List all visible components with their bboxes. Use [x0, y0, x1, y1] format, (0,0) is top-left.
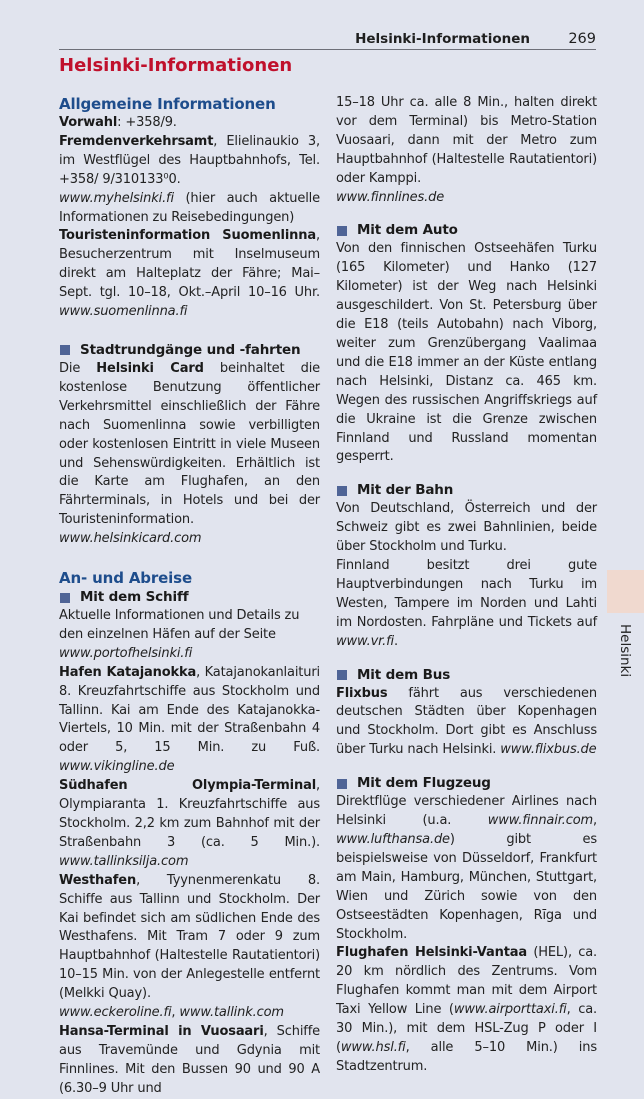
airport-paragraph: Flughafen Helsinki-Vantaa (HEL), ca. 20 km nördlich des Zentrums. Vom Flughafen kommt man mit dem Airport Taxi Yellow Line (www.airporttaxi.fi, ca. 30 Min.), mit dem HSL-Zug P oder I (www.hsl.fi, alle 5–10 Min.) ins Stadtzentrum.: [336, 945, 598, 1074]
westhafen-paragraph: Westhafen, Tyynenmerenkatu 8. Schiffe aus Tallinn und Stockholm. Der Kai befindet sich am südlichen Ende des Westhafens. Mit Tram 7 oder 9 zum Hauptbahnhof (Haltestelle Rautatientori) 10–15 Min. von der Anlegestelle entfernt (Melkki Quay). www.eckeroline.fi, www.tallink.com: [59, 872, 320, 1021]
link-vikingline[interactable]: www.vikingline.de: [59, 759, 175, 775]
subheading-train: Mit der Bahn: [336, 481, 597, 500]
link-tallinksilja[interactable]: www.tallinksilja.com: [59, 853, 189, 869]
car-paragraph: Von den finnischen Ostseehäfen Turku (165 Kilometer) und Hanko (127 Kilometer) ist der Weg nach Helsinki ausgeschildert. Von St. Petersburg über die E18 (teils Autobahn) nach Viborg, weiter zum Grenzübergang Vaalimaa und die E18 immer an der Küste entlang nach Helsinki, Distanz ca. 465 km. Wegen des russischen Angriffskriegs auf die Ukraine ist die Grenze zwischen Finnland und Russland momentan gesperrt.: [336, 241, 597, 465]
train-paragraph-1: Von Deutschland, Österreich und der Schweiz gibt es zwei Bahnlinien, beide über Stockholm und Turku.: [336, 501, 597, 555]
hansa-paragraph-part2: 15–18 Uhr ca. alle 8 Min., halten direkt vor dem Terminal) bis Metro-Station Vuosaari, dann mit der Metro zum Hauptbahnhof (Haltestelle Rautatientori) oder Kamppi. www.finnlines.de: [336, 95, 597, 205]
section-heading-travel: An- und Abreise: [59, 569, 192, 588]
link-helsinkicard[interactable]: www.helsinkicard.com: [59, 531, 202, 547]
bullet-square-icon: [337, 670, 347, 680]
subheading-car: Mit dem Auto: [336, 221, 597, 240]
running-head: [59, 28, 596, 50]
katajanokka-paragraph: Hafen Katajanokka, Katajanokanlaituri 8. Kreuzfahrtschiffe aus Stockholm und Tallinn. Kai am Ende des Katajanokka-Viertels, 10 Min. mit der Straßenbahn 4 oder 5, 15 Min. zu Fuß. www.vikingline.de: [59, 664, 320, 775]
bullet-square-icon: [60, 593, 70, 603]
bullet-square-icon: [60, 345, 70, 355]
bus-paragraph: Flixbus fährt aus verschiedenen deutschen Städten über Kopenhagen und Stockholm. Dort gibt es Anschluss über Turku nach Helsinki. www.flixbus.de: [336, 685, 597, 758]
link-hsl[interactable]: www.hsl.fi: [340, 1039, 406, 1055]
link-flixbus[interactable]: www.flixbus.de: [500, 742, 597, 758]
hansa-paragraph-part1: Hansa-Terminal in Vuosaari, Schiffe aus Travemünde und Gdynia mit Finnlines. Mit den Bussen 90 und 90 A (6.30–9 Uhr und: [59, 1023, 320, 1096]
myhelsinki-paragraph: www.myhelsinki.fi (hier auch aktuelle Informationen zu Reisebedingungen): [59, 190, 320, 225]
link-lufthansa[interactable]: www.lufthansa.de: [336, 832, 450, 847]
link-finnlines[interactable]: www.finnlines.de: [336, 189, 445, 205]
page-title: Helsinki-Informationen: [59, 55, 293, 76]
bullet-square-icon: [337, 226, 347, 236]
right-column: [336, 94, 597, 1077]
olympia-paragraph: Südhafen Olympia-Terminal, Olympiaranta 1. Kreuzfahrtschiffe aus Stockholm. 2,2 km zum Bahnhof mit der Straßenbahn 3 (ca. 5 Min.). www.tallinksilja.com: [59, 778, 320, 869]
vorwahl-paragraph: Vorwahl: +358/9.: [59, 115, 177, 130]
link-airporttaxi[interactable]: www.airporttaxi.fi: [453, 1002, 567, 1018]
link-portofhelsinki[interactable]: www.portofhelsinki.fi: [59, 645, 193, 661]
link-finnair[interactable]: www.finnair.com: [487, 813, 594, 829]
link-suomenlinna[interactable]: www.suomenlinna.fi: [59, 304, 188, 320]
link-vr[interactable]: www.vr.fi: [336, 633, 395, 649]
subheading-bus: Mit dem Bus: [336, 666, 597, 685]
subheading-plane: Mit dem Flugzeug: [336, 774, 597, 793]
section-heading-general: Allgemeine Informationen: [59, 95, 276, 113]
thumb-index-tab: [607, 570, 644, 613]
left-column: [59, 94, 320, 1099]
tours-paragraph: Die Helsinki Card beinhaltet die kostenlose Benutzung öffentlicher Verkehrsmittel einschließlich der Fähre nach Suomenlinna sowie verbilligten oder kostenlosen Eintritt in viele Museen und Sehenswürdigkeiten. Erhältlich ist die Karte am Flughafen, an den Fährterminals, in Hotels und bei der Touristeninformation. www.helsinkicard.com: [59, 360, 321, 547]
plane-paragraph: Direktflüge verschiedener Airlines nach Helsinki (u.a. www.finnair.com, www.lufthansa.de) gibt es beispielsweise von Düsseldorf, Frankfurt am Main, Hamburg, München, Stuttgart, Wien und Zürich sowie von den Ostseestädten Kopenhagen, Rīga und Stockholm.: [336, 794, 597, 942]
page-number: 269: [568, 31, 596, 47]
train-paragraph-2: Finnland besitzt drei gute Hauptverbindungen nach Turku im Westen, Tampere im Norden und Lahti im Nordosten. Fahrpläne und Tickets auf www.vr.fi.: [336, 558, 597, 649]
subheading-tours: Stadtrundgänge und -fahrten: [59, 341, 320, 360]
bullet-square-icon: [337, 486, 347, 496]
bullet-square-icon: [337, 779, 347, 789]
suomenlinna-paragraph: Touristeninformation Suomenlinna, Besucherzentrum mit Inselmuseum direkt am Halteplatz der Fähre; Mai–Sept. tgl. 10–18, Okt.–April 10–16 Uhr. www.suomenlinna.fi: [59, 228, 320, 320]
tourist-office-paragraph: Fremdenverkehrsamt, Elielinaukio 3, im Westflügel des Hauptbahnhofs, Tel. +358/ 9/310133⁰0.: [59, 133, 320, 187]
link-eckeroline[interactable]: www.eckeroline.fi: [59, 1005, 172, 1021]
link-tallink[interactable]: www.tallink.com: [179, 1005, 284, 1021]
link-myhelsinki[interactable]: www.myhelsinki.fi: [59, 190, 174, 206]
side-chapter-label: Helsinki: [617, 624, 633, 678]
ship-intro-paragraph: Aktuelle Informationen und Details zu den einzelnen Häfen auf der Seite www.portofhelsinki.fi: [59, 608, 300, 661]
running-head-title: Helsinki-Informationen: [355, 31, 530, 47]
subheading-ship: Mit dem Schiff: [59, 588, 320, 607]
